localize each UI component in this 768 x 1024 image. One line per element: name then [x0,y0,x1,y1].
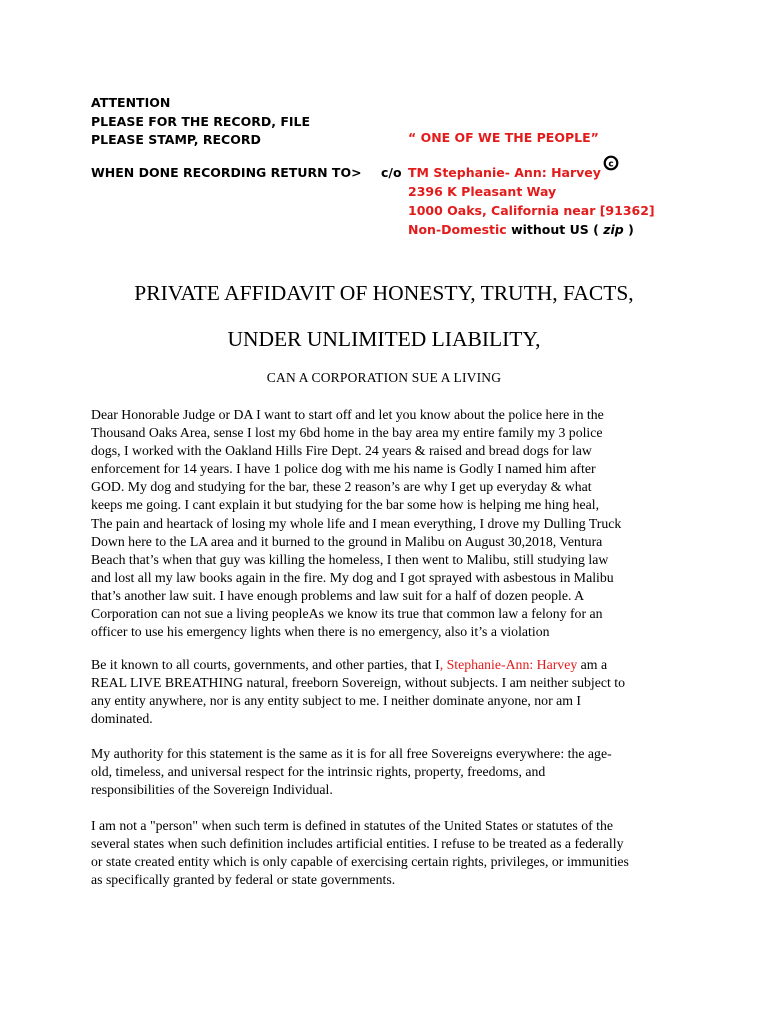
text-line: dominated. [91,711,153,727]
text-line: or state created entity which is only capable of exercising certain rights, privileges, or immunities [91,854,629,870]
text-line: GOD. My dog and studying for the bar, these 2 reason’s are why I get up everyday & what [91,479,592,495]
recording-instructions [91,94,310,150]
paragraph-person [91,817,629,889]
document-title: PRIVATE AFFIDAVIT OF HONESTY, TRUTH, FACTS, [134,281,634,305]
text-line: officer to use his emergency lights when there is no emergency, also it’s a violation [91,624,550,640]
zip-close: ) [628,222,634,237]
text-line: keeps me going. I cant explain it but studying for the bar some how is helping me hing heal, [91,497,600,513]
text-line: I am not a "person" when such term is defined in statutes of the United States or statutes of the [91,818,614,833]
status-red: Non-Domestic [408,222,507,237]
address-street: 2396 K Pleasant Way [408,184,557,199]
file-line: PLEASE FOR THE RECORD, FILE [91,113,311,129]
text-line: Thousand Oaks Area, sense I lost my 6bd home in the bay area my entire family my 3 police [91,425,603,441]
text-line: responsibilities of the Sovereign Individual. [91,782,333,798]
text-segment: Be it known to all courts, governments, and other parties, that I [91,657,440,672]
declarant-name: , Stephanie-Ann: Harvey [439,657,578,672]
text-line [91,656,625,674]
tagline: “ ONE OF WE THE PEOPLE” [408,130,599,145]
zip-word: zip [603,222,624,237]
paragraph-authority [91,745,612,799]
text-line: as specifically granted by federal or state governments. [91,872,396,888]
document-title-line2: UNDER UNLIMITED LIABILITY, [227,327,541,351]
copyright-glyph: c [608,159,614,170]
return-label: WHEN DONE RECORDING RETURN TO> [91,165,362,180]
zip-open: ( [593,222,599,237]
copyright-icon [603,155,619,171]
text-line: Down here to the LA area and it burned to the ground in Malibu on August 30,2018, Ventura [91,533,603,549]
address-status [408,221,655,240]
return-address [408,164,655,240]
paragraph-letter [91,406,621,641]
text-line: Corporation can not sue a living peopleAs we know its true that common law a felony for an [91,606,603,622]
text-segment: am a [577,657,608,672]
text-line: any entity anywhere, nor is any entity subject to me. I neither dominate anyone, nor am I [91,693,582,709]
text-line: enforcement for 14 years. I have 1 police dog with me his name is Godly I named him after [91,461,596,477]
paragraph-sovereign [91,656,625,728]
attention-line: ATTENTION [91,95,171,110]
text-line: dogs, I worked with the Oakland Hills Fire Dept. 24 years & raised and bread dogs for law [91,443,592,459]
address-name: TM Stephanie- Ann: Harvey [408,165,601,180]
text-line: and lost all my law books again in the fire. My dog and I got sprayed with asbestous in Malibu [91,569,614,585]
text-line: Dear Honorable Judge or DA I want to start off and let you know about the police here in the [91,407,604,422]
text-line: The pain and heartack of losing my whole life and I mean everything, I drove my Dulling Truck [91,515,622,531]
stamp-line: PLEASE STAMP, RECORD [91,132,261,147]
text-line: Beach that’s when that guy was killing the homeless, I then went to Malibu, still studying law [91,551,609,567]
text-line: My authority for this statement is the same as it is for all free Sovereigns everywhere: the age- [91,746,612,761]
text-line: REAL LIVE BREATHING natural, freeborn Sovereign, without subjects. I am neither subject to [91,675,625,691]
text-line: that’s another law suit. I have enough problems and law suit for a half of dozen people. A [91,587,585,603]
status-black: without US [511,222,589,237]
text-line: old, timeless, and universal respect for the intrinsic rights, property, freedoms, and [91,764,546,780]
document-subtitle: CAN A CORPORATION SUE A LIVING [266,370,502,385]
address-city: 1000 Oaks, California near [91362] [408,203,655,218]
care-of-label: c/o [381,165,402,180]
text-line: several states when such definition includes artificial entities. I refuse to be treated as a federally [91,836,624,852]
